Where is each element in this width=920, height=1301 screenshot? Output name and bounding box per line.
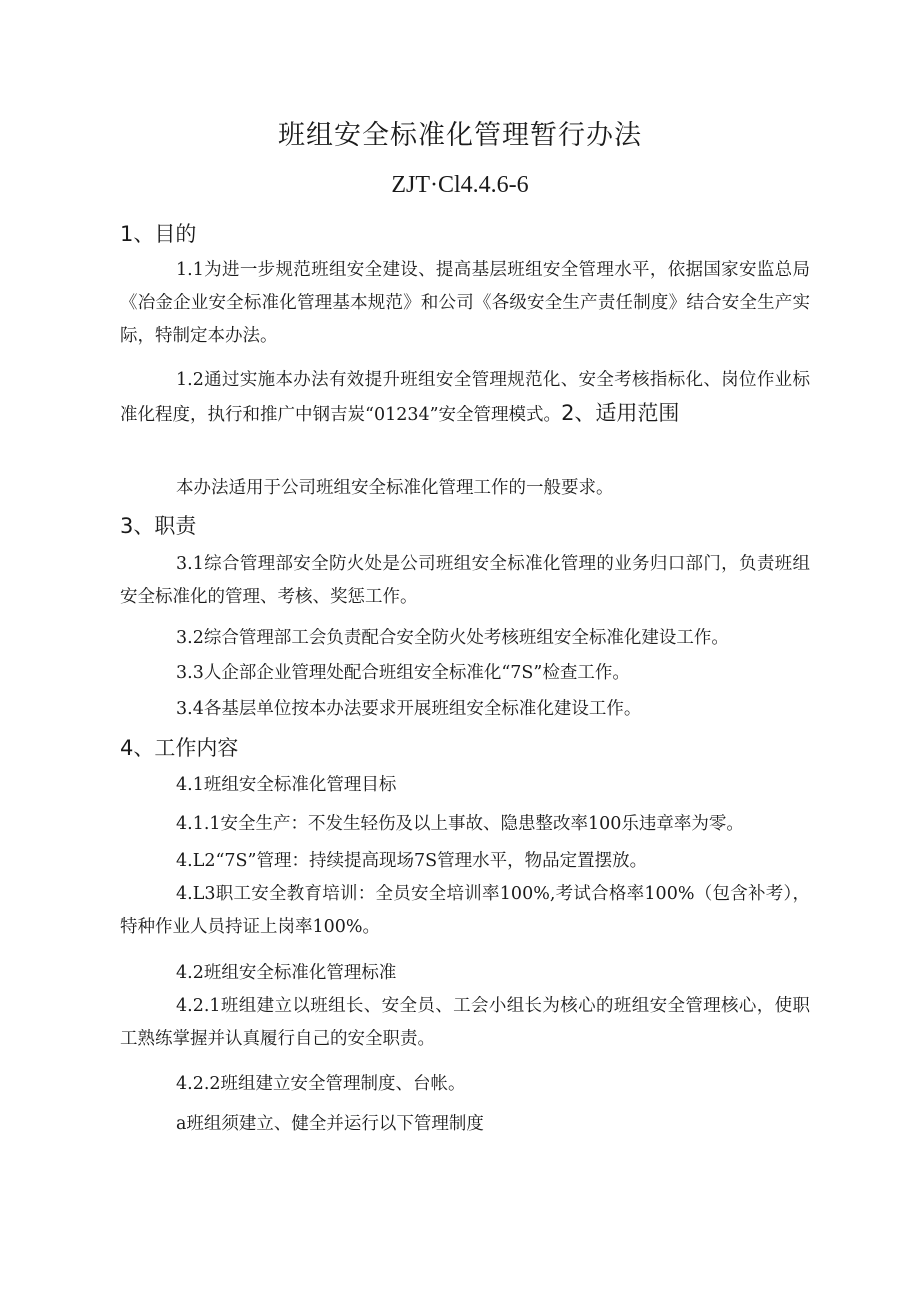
paragraph-3-1: 3.1综合管理部安全防火处是公司班组安全标准化管理的业务归口部门，负责班组安全标准化的管理、考核、奖惩工作。 xyxy=(120,554,810,607)
paragraph-4-2-1: 4.2.1班组建立以班组长、安全员、工会小组长为核心的班组安全管理核心，使职工熟练掌握并认真履行自己的安全职责。 xyxy=(120,996,810,1049)
paragraph-4-1-1: 4.1.1安全生产：不发生轻伤及以上事故、隐患整改率100乐违章率为零。 xyxy=(176,814,744,834)
document-code: ZJT·Cl4.4.6-6 xyxy=(391,172,529,198)
paragraph-4-2: 4.2班组安全标准化管理标准 xyxy=(176,963,397,983)
paragraph-a: a班组须建立、健全并运行以下管理制度 xyxy=(176,1114,484,1134)
paragraph-4-1: 4.1班组安全标准化管理目标 xyxy=(176,775,397,795)
section-3-heading: 3、职责 xyxy=(120,514,197,538)
section-4-heading: 4、工作内容 xyxy=(120,736,239,760)
paragraph-1-2 xyxy=(120,364,810,432)
document-title: 班组安全标准化管理暂行办法 xyxy=(278,120,642,151)
paragraph-4-2-2: 4.2.2班组建立安全管理制度、台帐。 xyxy=(176,1074,466,1094)
paragraph-4-1-3: 4.L3职工安全教育培训：全员安全培训率100%,考试合格率100%（包含补考），特种作业人员持证上岗率100%。 xyxy=(120,884,810,937)
paragraph-1-1: 1.1为进一步规范班组安全建设、提高基层班组安全管理水平，依据国家安监总局《冶金企业安全标准化管理基本规范》和公司《各级安全生产责任制度》结合安全生产实际，特制定本办法。 xyxy=(120,260,810,346)
section-1-heading: 1、目的 xyxy=(120,222,197,246)
paragraph-3-3: 3.3人企部企业管理处配合班组安全标准化“7S”检查工作。 xyxy=(176,663,630,683)
paragraph-4-1-2: 4.L2“7S”管理：持续提高现场7S管理水平，物品定置摆放。 xyxy=(176,851,648,871)
paragraph-3-4: 3.4各基层单位按本办法要求开展班组安全标准化建设工作。 xyxy=(176,699,642,719)
paragraph-2: 本办法适用于公司班组安全标准化管理工作的一般要求。 xyxy=(176,478,614,498)
section-2-heading: 2、适用范围 xyxy=(561,401,680,425)
paragraph-3-2: 3.2综合管理部工会负责配合安全防火处考核班组安全标准化建设工作。 xyxy=(176,628,729,648)
paragraph-1-2-text: 1.2通过实施本办法有效提升班组安全管理规范化、安全考核指标化、岗位作业标准化程度，执行和推广中钢吉炭“01234”安全管理模式。 xyxy=(120,370,810,425)
